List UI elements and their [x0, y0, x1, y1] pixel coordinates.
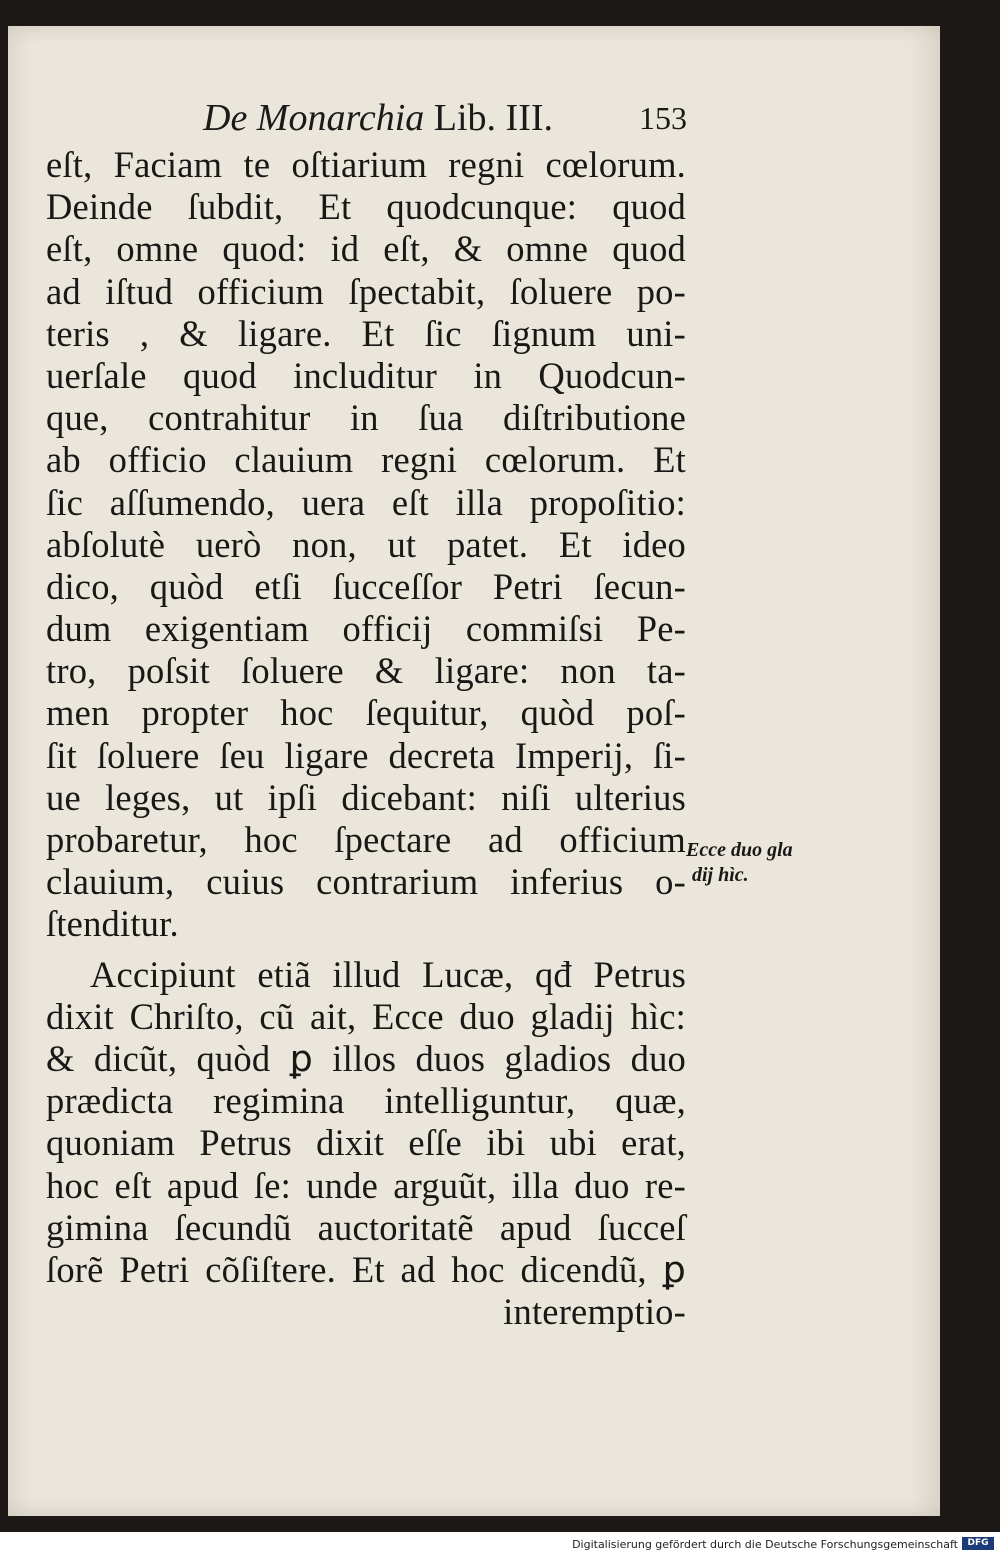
text-line: ſorẽ Petri cõſiſtere. Et ad hoc dicendũ, ꝑ: [46, 1248, 686, 1290]
dfg-logo: DFG: [962, 1537, 994, 1550]
text-line: abſolutè uerò non, ut patet. Et ideo: [46, 523, 686, 565]
catchword: interemptio-: [503, 1291, 686, 1333]
text-line: gimina ſecundũ auctoritatẽ apud ſucceſ: [46, 1206, 686, 1248]
title-italic: De Monarchia: [203, 97, 425, 139]
text-line: que, contrahitur in ſua diſtributione: [46, 397, 686, 439]
text-line: eſt, omne quod: id eſt, & omne quod: [46, 228, 686, 270]
marginal-note-line: Ecce duo gla: [686, 839, 793, 861]
text-line: ad iſtud officium ſpectabit, ſoluere po-: [46, 270, 686, 312]
text-line: tro, poſsit ſoluere & ligare: non ta-: [46, 650, 686, 692]
text-line: uerſale quod includitur in Quodcun-: [46, 354, 686, 396]
text-line: probaretur, hoc ſpectare ad officium: [46, 819, 686, 860]
text-line: quoniam Petrus dixit eſſe ibi ubi erat,: [46, 1122, 686, 1164]
text-line: ue leges, ut ipſi dicebant: niſi ulterius: [46, 776, 686, 818]
funding-credit: Digitalisierung gefördert durch die Deutsche Forschungsgemeinschaft: [572, 1538, 958, 1551]
marginal-note: [686, 838, 836, 888]
text-line: teris , & ligare. Et ſic ſignum uni-: [46, 312, 686, 354]
text-line: prædicta regimina intelliguntur, quæ,: [46, 1080, 686, 1122]
text-line: Deinde ſubdit, Et quodcunque: quod: [46, 186, 686, 228]
text-line: ſic aſſumendo, uera eſt illa propoſitio:: [46, 481, 686, 523]
body-text: [46, 144, 686, 1333]
text-line: dum exigentiam officij commiſsi Pe-: [46, 608, 686, 650]
text-line: dixit Chriſto, cũ ait, Ecce duo gladij hìc:: [46, 995, 686, 1037]
text-line: ab officio clauium regni cœlorum. Et: [46, 439, 686, 481]
running-header: [203, 96, 693, 144]
text-line: & dicũt, quòd ꝑ illos duos gladios duo: [46, 1037, 686, 1079]
title-book: Lib. III.: [424, 97, 553, 139]
book-page: [8, 26, 940, 1516]
text-line: eſt, Faciam te oſtiarium regni cœlorum.: [46, 144, 686, 185]
text-line: ſit ſoluere ſeu ligare decreta Imperij, ſi-: [46, 734, 686, 776]
text-line: ſtenditur.: [46, 903, 179, 945]
text-line: hoc eſt apud ſe: unde arguũt, illa duo re-: [46, 1164, 686, 1206]
text-line: dico, quòd etſi ſucceſſor Petri ſecun-: [46, 565, 686, 607]
marginal-note-line: dij hìc.: [692, 864, 749, 886]
paragraph-gap: [46, 946, 686, 954]
text-line: Accipiunt etiã illud Lucæ, qđ Petrus: [90, 953, 686, 995]
footer-bar: [0, 1532, 1000, 1555]
text-line: clauium, cuius contrarium inferius o-: [46, 861, 686, 903]
running-title: [203, 96, 553, 140]
text-line: men propter hoc ſequitur, quòd poſ-: [46, 692, 686, 734]
page-number: 153: [639, 100, 687, 136]
